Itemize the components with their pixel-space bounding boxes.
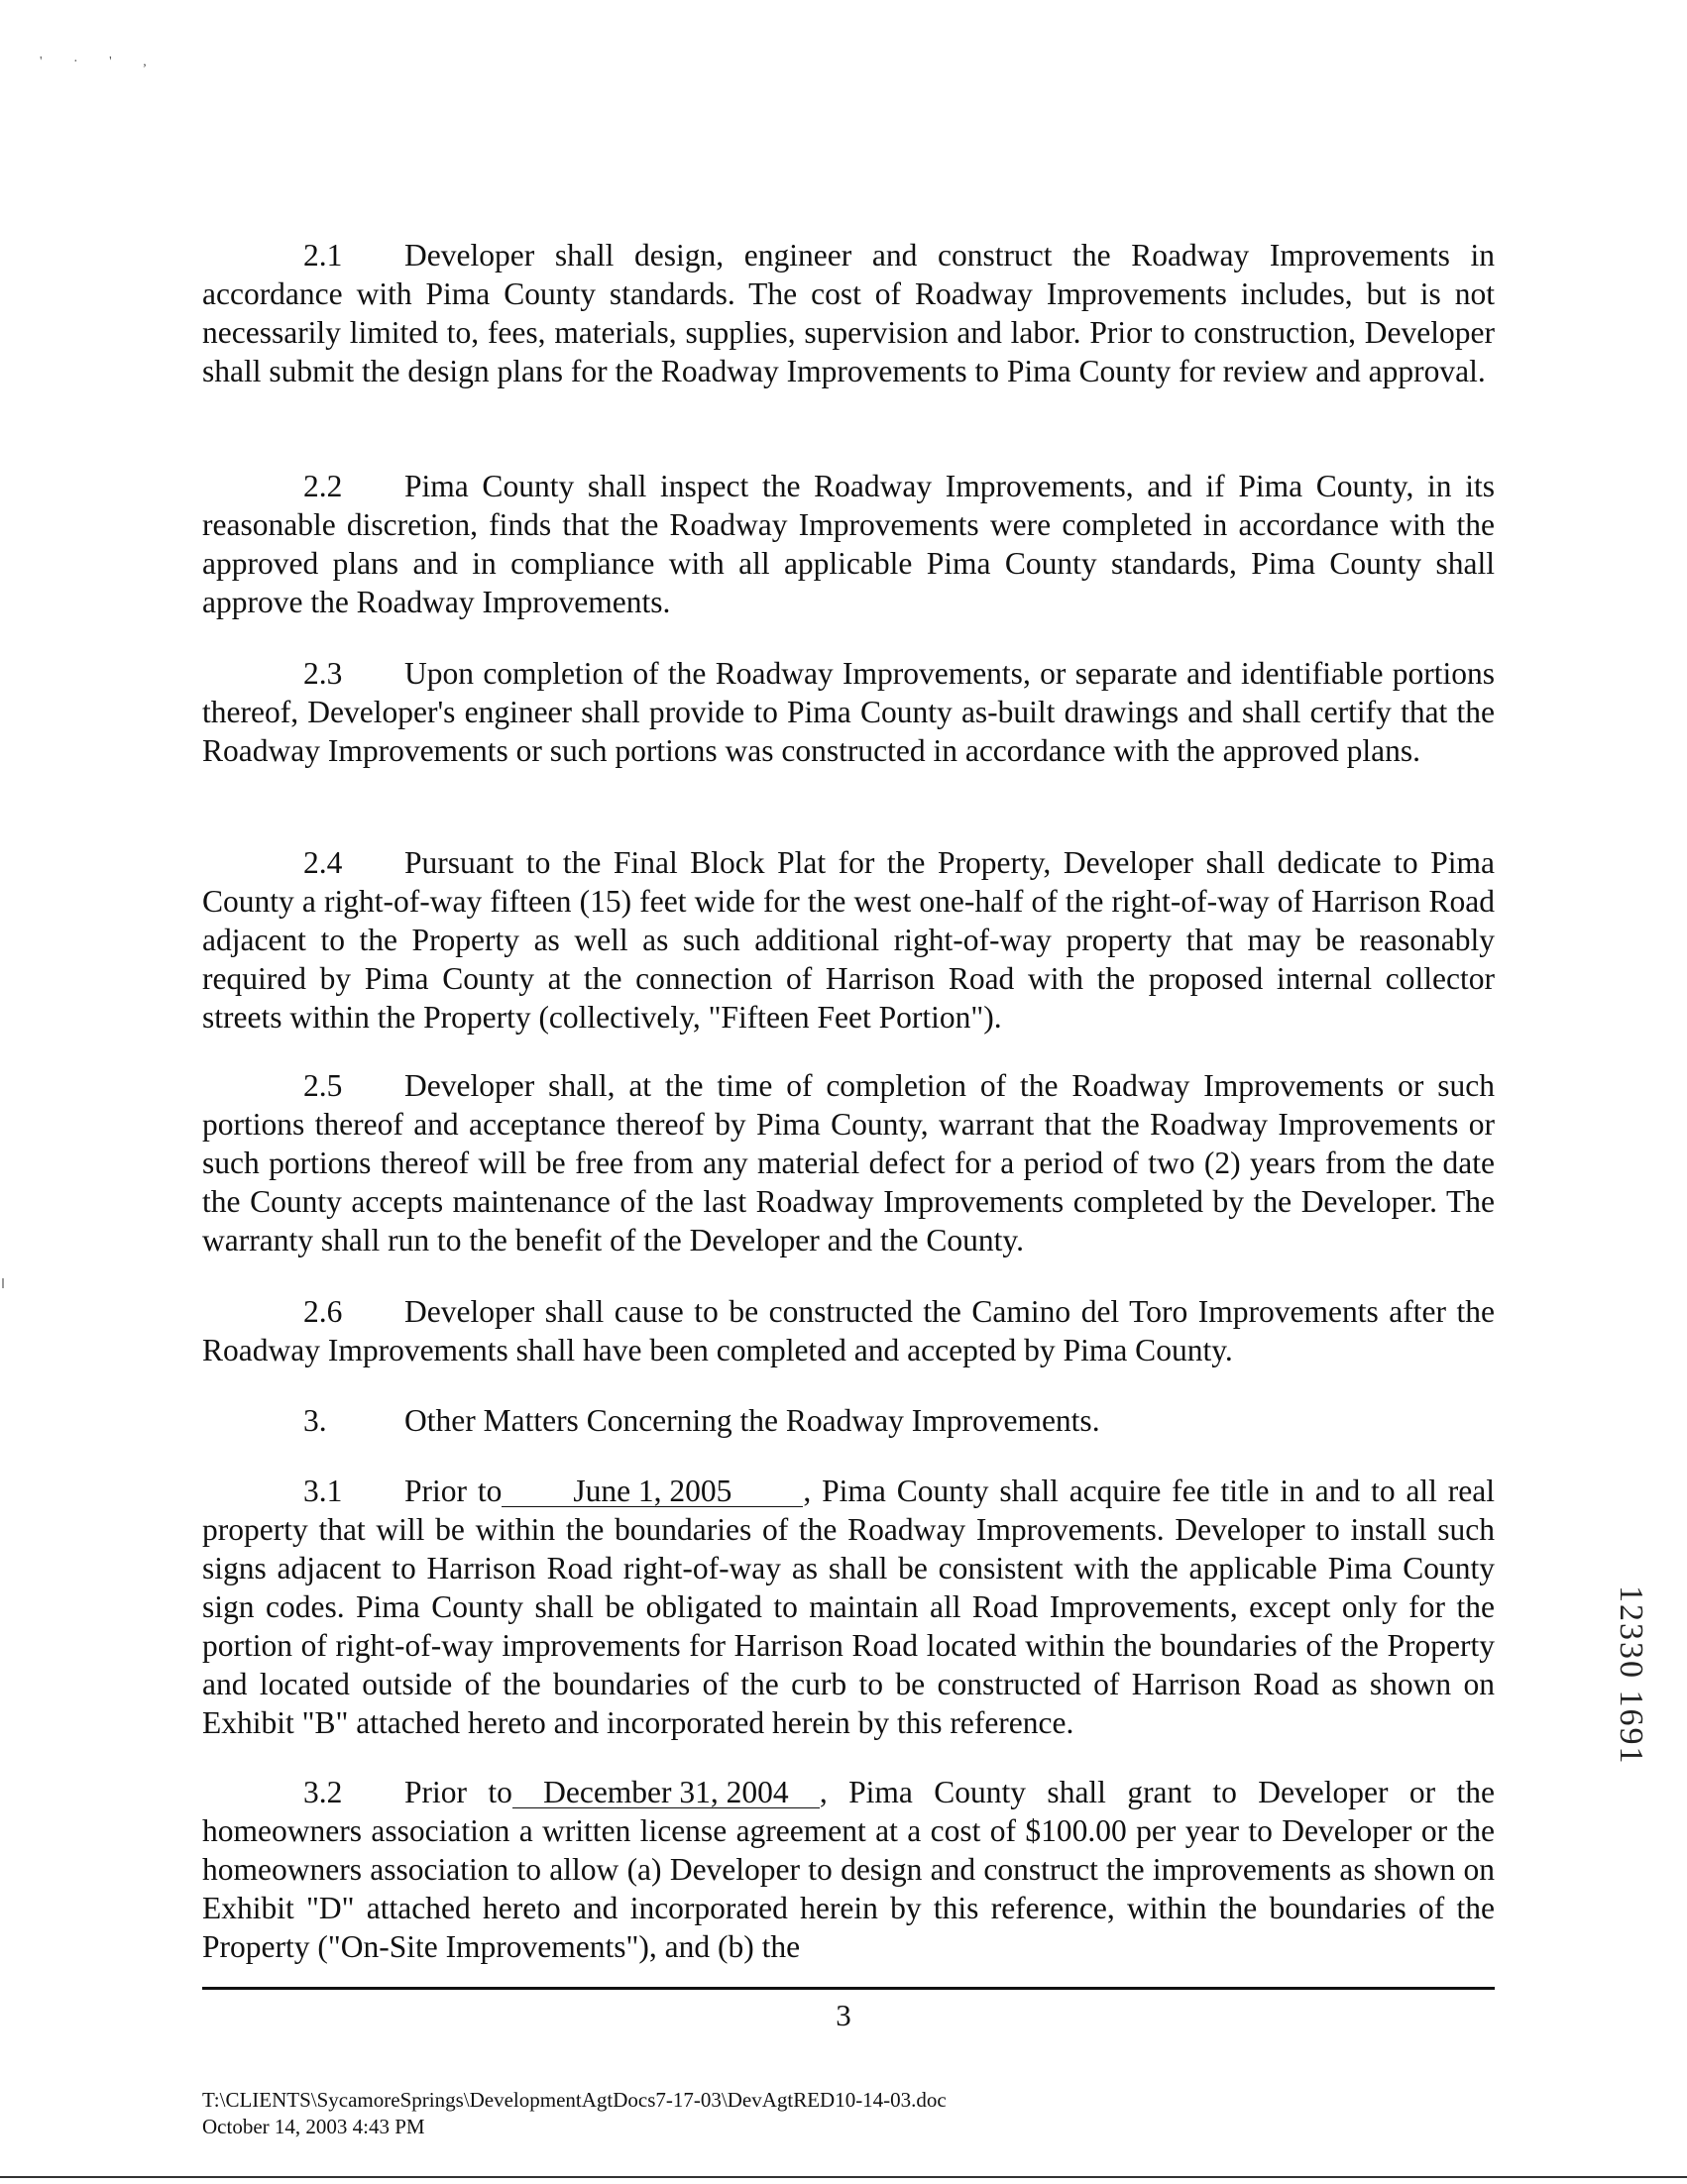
page-number: 3 — [836, 1998, 851, 2032]
paragraph-2-4 — [202, 843, 1495, 1037]
section-number: 3.1 — [303, 1474, 343, 1508]
footer-rule — [202, 1987, 1495, 1990]
paragraph-text: Developer shall, at the time of completion of the Roadway Improvements or such portions thereof and acceptance thereof by Pima County, warrant that the Roadway Improvements or such portions thereof will be free from any material defect for a period of two (2) years from the date the County accepts maintenance of the last Roadway Improvements completed by the Developer. The warranty shall run to the benefit of the Developer and the County. — [202, 1068, 1495, 1257]
paragraph-2-2 — [202, 467, 1495, 621]
date-blank: December 31, 2004 — [512, 1778, 820, 1808]
section-number: 2.6 — [303, 1294, 343, 1329]
paragraph-2-1 — [202, 236, 1495, 390]
paragraph-text: , Pima County shall grant to Developer or the homeowners association a written license agreement at a cost of $100.00 per year to Developer or the homeowners association to allow (a) Developer to design and construct the improvements as shown on Exhibit "D" attached hereto and incorporated herein by this reference, within the boundaries of the Property ("On-Site Improvements"), and (b) the — [202, 1775, 1495, 1964]
scan-specks: ' · ' , — [40, 55, 161, 69]
section-number: 2.1 — [303, 238, 343, 273]
section-number: 3. — [303, 1403, 327, 1438]
date-blank: June 1, 2005 — [502, 1476, 803, 1507]
recording-stamp — [1612, 1585, 1651, 1883]
paragraph-text: Developer shall cause to be constructed the Camino del Toro Improvements after the Roadway Improvements shall have been completed and accepted by Pima County. — [202, 1294, 1495, 1367]
footer-date: October 14, 2003 4:43 PM — [202, 2115, 425, 2138]
section-number: 2.3 — [303, 656, 343, 691]
paragraph-text: Upon completion of the Roadway Improvements, or separate and identifiable portions thereof, Developer's engineer shall provide to Pima County as-built drawings and shall certify that the Roadway Improvements or such portions was constructed in accordance with the approved plans. — [202, 656, 1495, 768]
paragraph-3-1 — [202, 1472, 1495, 1742]
paragraph-lead: Prior to — [404, 1775, 512, 1809]
paragraph-text: Developer shall design, engineer and construct the Roadway Improvements in accordance with Pima County standards. The cost of Roadway Improvements includes, but is not necessarily limited to, fees, materials, supplies, supervision and labor. Prior to construction, Developer shall submit the design plans for the Roadway Improvements to Pima County for review and approval. — [202, 238, 1495, 388]
paragraph-2-5 — [202, 1066, 1495, 1259]
section-heading: Other Matters Concerning the Roadway Improvements. — [404, 1403, 1100, 1438]
file-path: T:\CLIENTS\SycamoreSprings\DevelopmentAgtDocs7-17-03\DevAgtRED10-14-03.doc — [202, 2088, 947, 2112]
scan-bottom-edge — [0, 2176, 1687, 2178]
document-footer — [202, 2087, 947, 2140]
paragraph-text: , Pima County shall acquire fee title in and to all real property that will be within the boundaries of the Roadway Improvements. Developer to install such signs adjacent to Harrison Road right-of-way as shall be consistent with the applicable Pima County sign codes. Pima County shall be obligated to maintain all Road Improvements, except only for the portion of right-of-way improvements for Harrison Road located within the boundaries of the Property and located outside of the boundaries of the curb to be constructed of Harrison Road as shown on Exhibit "B" attached hereto and incorporated herein by this reference. — [202, 1474, 1495, 1740]
paragraph-3-2 — [202, 1773, 1495, 1966]
recording-number: 12330 1691 — [1613, 1585, 1649, 1766]
paragraph-2-6 — [202, 1292, 1495, 1369]
scan-edge-mark — [2, 1278, 4, 1288]
paragraph-2-3 — [202, 654, 1495, 770]
paragraph-text: Pima County shall inspect the Roadway Improvements, and if Pima County, in its reasonable discretion, finds that the Roadway Improvements were completed in accordance with the approved plans and in compliance with all applicable Pima County standards, Pima County shall approve the Roadway Improvements. — [202, 469, 1495, 619]
section-3-heading — [202, 1401, 1495, 1440]
section-number: 2.4 — [303, 845, 343, 880]
section-number: 2.5 — [303, 1068, 343, 1103]
section-number: 3.2 — [303, 1775, 343, 1809]
paragraph-text: Pursuant to the Final Block Plat for the Property, Developer shall dedicate to Pima County a right-of-way fifteen (15) feet wide for the west one-half of the right-of-way of Harrison Road adjacent to the Property as well as such additional right-of-way property that may be reasonably required by Pima County at the connection of Harrison Road with the proposed internal collector streets within the Property (collectively, "Fifteen Feet Portion"). — [202, 845, 1495, 1035]
section-number: 2.2 — [303, 469, 343, 503]
paragraph-lead: Prior to — [404, 1474, 503, 1508]
